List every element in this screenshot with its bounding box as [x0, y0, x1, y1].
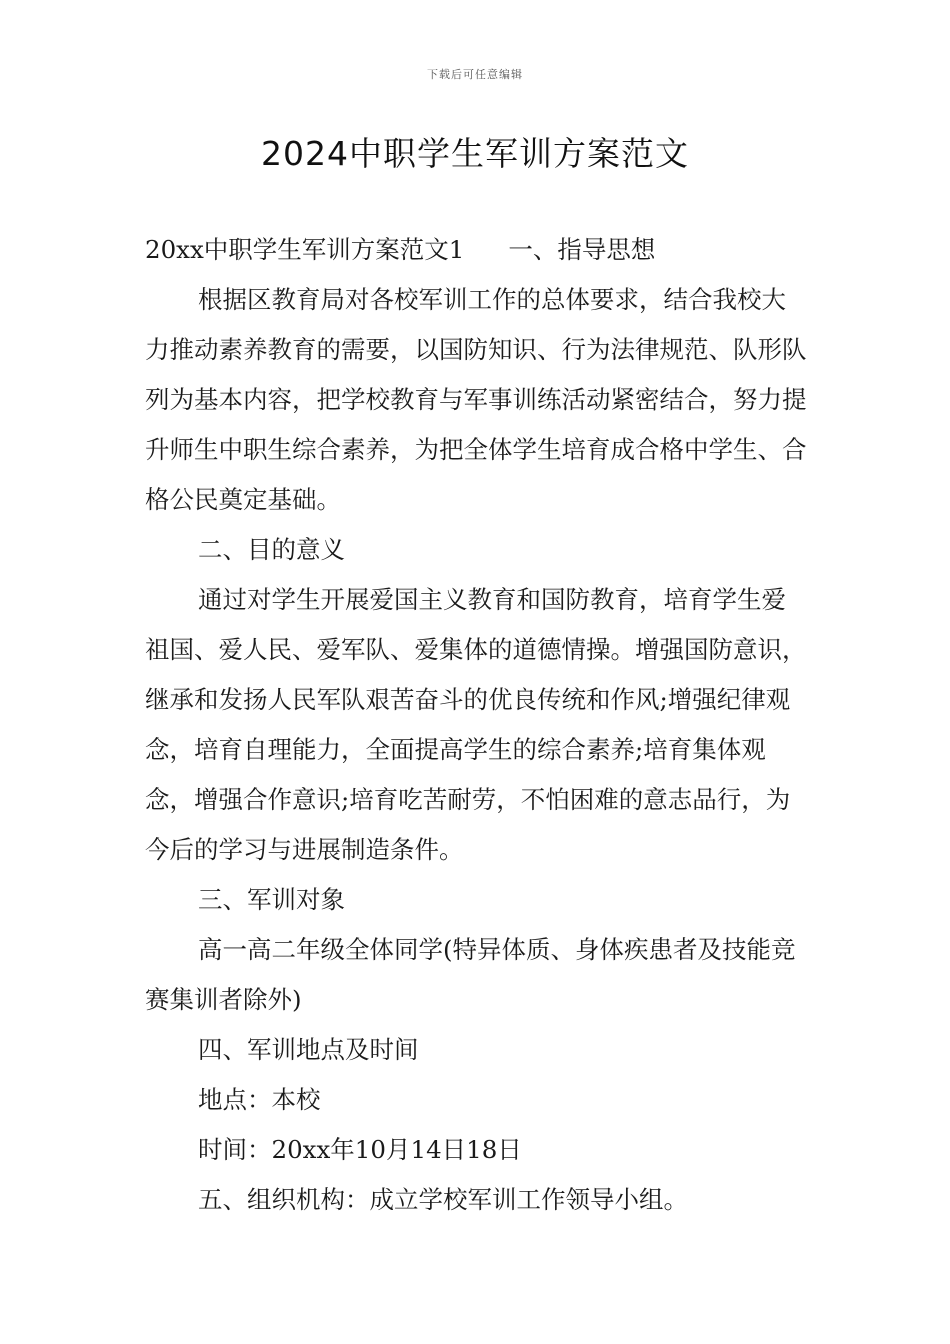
header-note: 下载后可任意编辑: [427, 68, 523, 81]
paragraph-guiding-thought: 根据区教育局对各校军训工作的总体要求，结合我校大力推动素养教育的需要，以国防知识、行为法律规范、队形队列为基本内容，把学校教育与军事训练活动紧密结合，努力提升师生中职生综合素养，为把全体学生培育成合格中学生、合格公民奠定基础。: [145, 285, 807, 514]
page-title: 2024中职学生军训方案范文: [261, 134, 689, 173]
document-body: [145, 225, 810, 1225]
paragraph-purpose: 通过对学生开展爱国主义教育和国防教育，培育学生爱祖国、爱人民、爱军队、爱集体的道德情操。增强国防意识，继承和发扬人民军队艰苦奋斗的优良传统和作风;增强纪律观念，培育自理能力，全面提高学生的综合素养;培育集体观念，增强合作意识;培育吃苦耐劳，不怕困难的意志品行，为今后的学习与进展制造条件。: [145, 585, 807, 864]
section-heading-5: 五、组织机构：成立学校军训工作领导小组。: [198, 1185, 688, 1214]
section-heading-3: 三、军训对象: [198, 885, 345, 914]
section-heading-1: 一、指导思想: [508, 235, 656, 264]
intro-line: [145, 225, 810, 275]
location-line: 地点：本校: [198, 1085, 321, 1114]
section-heading-4: 四、军训地点及时间: [198, 1035, 419, 1064]
paragraph-participants: 高一高二年级全体同学(特异体质、身体疾患者及技能竞赛集训者除外): [145, 935, 796, 1014]
time-line: 时间：20xx年10月14日18日: [198, 1135, 522, 1164]
doc-label: 20xx中职学生军训方案范文1: [145, 235, 465, 264]
section-heading-2: 二、目的意义: [198, 535, 345, 564]
